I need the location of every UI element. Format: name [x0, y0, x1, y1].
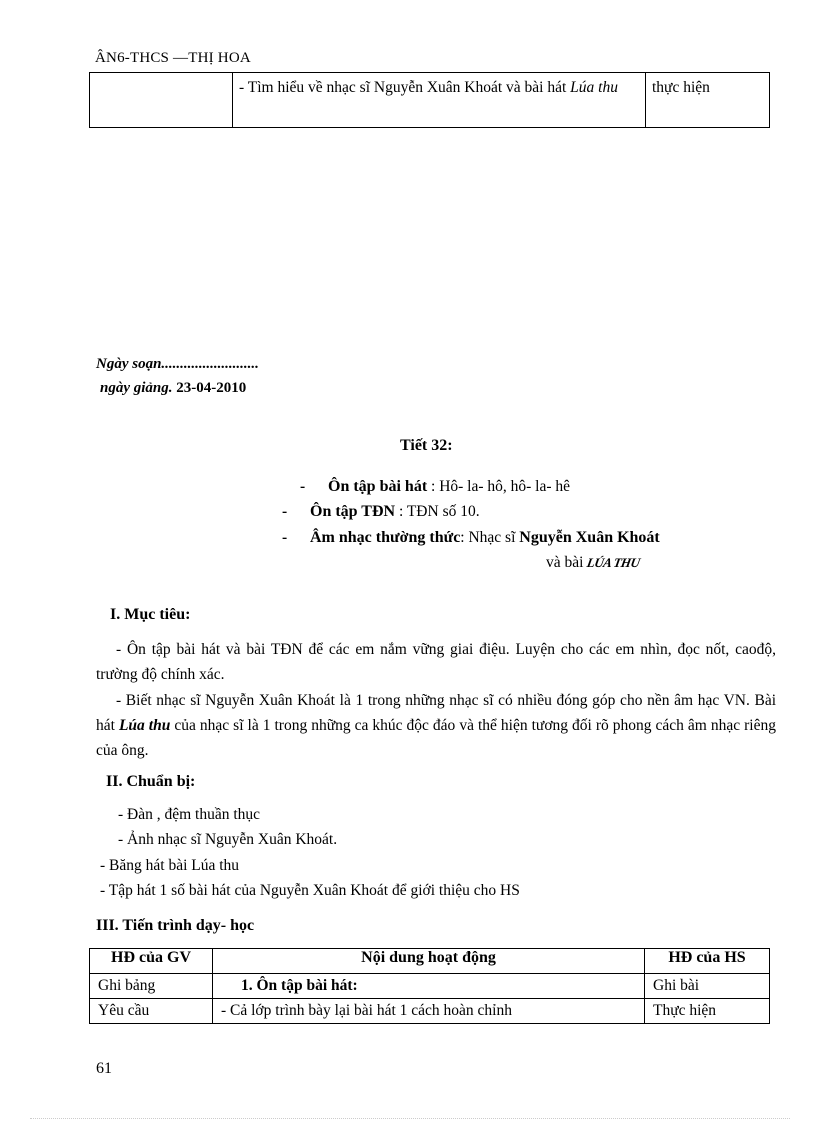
- paragraph-text: của nhạc sĩ là 1 trong những ca khúc độc đáo và thể hiện tương đối rõ phong cách âm nhạc riêng của ông.: [96, 717, 776, 759]
- table-row: [90, 73, 770, 128]
- topic-item: [282, 503, 480, 521]
- table-cell: Thực hiện: [645, 999, 770, 1024]
- prep-item: - Băng hát bài Lúa thu: [100, 857, 240, 874]
- continuation-table: [89, 72, 770, 128]
- topic-text: và bài: [546, 554, 588, 571]
- objective-paragraph: - Ôn tập bài hát và bài TĐN để các em nắm vững giai điệu. Luyện cho các em nhìn, đọc nốt, caođộ, trường độ chính xác.: [96, 641, 776, 683]
- table-cell: Ghi bài: [645, 974, 770, 999]
- topic-item: [546, 554, 640, 572]
- bullet: -: [282, 503, 288, 520]
- teaching-date-label: ngày giảng.: [100, 380, 173, 396]
- bullet: -: [282, 529, 288, 546]
- table-cell: Yêu cầu: [90, 999, 213, 1024]
- table-header-row: [90, 949, 770, 974]
- composer-name: Nguyễn Xuân Khoát: [519, 529, 660, 546]
- footer-divider: [30, 1118, 790, 1119]
- table-cell: 1. Ôn tập bài hát:: [213, 974, 645, 999]
- topic-label: Ôn tập TĐN: [310, 503, 396, 520]
- table-cell: [90, 73, 233, 128]
- table-cell: Ghi bảng: [90, 974, 213, 999]
- song-title: Lúa thu: [570, 79, 618, 96]
- section-heading: III. Tiến trình dạy- học: [96, 917, 255, 934]
- prep-item: - Ảnh nhạc sĩ Nguyễn Xuân Khoát.: [118, 831, 338, 848]
- table-cell: [233, 73, 646, 128]
- table-cell: - Cả lớp trình bày lại bài hát 1 cách hoàn chỉnh: [213, 999, 645, 1024]
- section-heading: II. Chuẩn bị:: [106, 773, 196, 790]
- page-number: 61: [96, 1060, 112, 1077]
- section-heading: I. Mục tiêu:: [110, 606, 191, 623]
- column-header: Nội dung hoạt động: [213, 949, 645, 974]
- table-row: [90, 974, 770, 999]
- teaching-date: [100, 380, 246, 397]
- teaching-date-value: 23-04-2010: [172, 380, 247, 396]
- preparation-date: Ngày soạn..........................: [96, 356, 259, 372]
- lesson-title: Tiết 32:: [400, 437, 453, 454]
- topic-label: Ôn tập bài hát: [328, 478, 428, 495]
- prep-item: - Đàn , đệm thuần thục: [118, 806, 261, 823]
- topic-text: : Nhạc sĩ: [460, 529, 520, 546]
- topic-text: : Hô- la- hô, hô- la- hê: [427, 478, 571, 495]
- page-header: ÂN6-THCS —THỊ HOA: [95, 50, 251, 66]
- table-cell: thực hiện: [646, 73, 770, 128]
- cell-text: - Tìm hiểu về nhạc sĩ Nguyễn Xuân Khoát và bài hát: [239, 79, 571, 96]
- bullet: -: [300, 478, 306, 495]
- prep-item: - Tập hát 1 số bài hát của Nguyễn Xuân Khoát để giới thiệu cho HS: [100, 882, 520, 899]
- column-header: HĐ của HS: [645, 949, 770, 974]
- column-header: HĐ của GV: [90, 949, 213, 974]
- topic-item: [300, 478, 570, 496]
- song-title: Lúa thu: [118, 717, 171, 734]
- topic-item: [282, 529, 660, 547]
- topic-text: : TĐN số 10.: [395, 503, 480, 520]
- objective-paragraph: [96, 688, 776, 763]
- song-title: LÚA THU: [586, 555, 642, 570]
- paragraph-text: - Biết nhạc sĩ Nguyễn Xuân Khoát là 1 trong những nhạc sĩ có nhiều đóng góp cho nền âm hạc VN. Bài hát: [96, 692, 776, 734]
- topic-label: Âm nhạc thường thức: [310, 529, 461, 546]
- activity-table: [89, 948, 770, 1024]
- table-row: [90, 999, 770, 1024]
